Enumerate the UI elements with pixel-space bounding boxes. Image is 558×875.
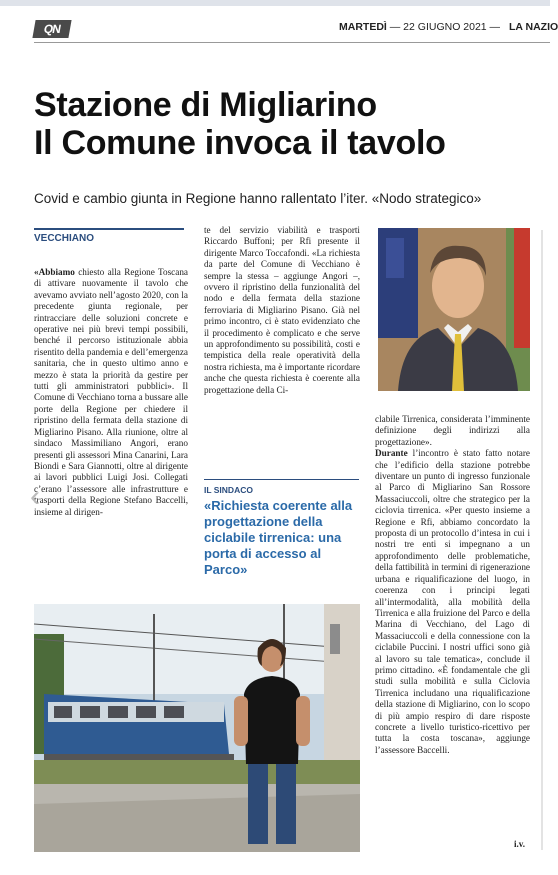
section-tag: VECCHIANO (34, 233, 95, 244)
weekday: MARTEDÌ (339, 21, 387, 33)
lead-word-2: Durante (375, 448, 408, 459)
column-2-text: te del servizio viabilità e trasporti Riccardo Buffoni; per Rfi presente il dirigente Marco Toccafondi. «La richiesta da parte del Comune di Vecchiano è sempre la stessa – aggiunge Angori –, ovvero il ripristino della funzionalità del nodo e della fermata della stazione ferroviaria di Migliarino Pisano. Già nel primo incontro, ci è stato evidenziato che il procedimento è complicato e che serve un approfondimento su possibilità, costi e tempistica della reale operatività della nostra richiesta, ma è importante ricordare anche che questa richiesta è coerente alla progettazione della Ci- (204, 225, 360, 395)
top-bar (0, 0, 550, 6)
page-edge (541, 230, 543, 850)
publication-name: LA NAZIO (508, 21, 558, 33)
column-3-para-2: l’incontro è stato fatto notare che l’edificio della stazione potrebbe diventare un punto di ingresso funzionale al Parco di Migliarino San Rossore Massaciuccoli, oltre che strategico per la ciclovia tirrenica. «Per questo insieme a Regione e Rfi, abbiamo concordato la proposta di un protocollo d’intesa in cui i nostri tre enti si impegnano a un approfondimento delle problematiche, della fattibilità in termini di rigenerazione urbana e riqualificazione del luogo, in coerenza con i principi legati all’intermodalità, alla mobilità della Tirrenica e alla fruizione del Parco e della Marina di Vecchiano, del Lago di Massaciuccoli e della connessione con la ciclabile Puccini. I nostri uffici sono già al lavoro su tale tematica», conclude il primo cittadino. «È fondamentale che gli studi sulla mobilità e sulla Ciclovia Tirrenica includano una riqualificazione della stazione di Migliarino, con lo scopo di più ampio respiro di dare risposte concrete a livello turistico-ricettivo per tutta la costa toscana», aggiunge l’assessore Baccelli. (375, 448, 530, 755)
column-3-para-1: clabile Tirrenica, considerata l’imminente definizione degli indirizzi alla progettazione». (375, 414, 530, 447)
pullquote-rule (204, 479, 359, 480)
section-rule (34, 228, 184, 230)
chevron-left-icon[interactable]: ‹ (30, 480, 40, 513)
header-divider (34, 42, 550, 43)
pullquote-tag: IL SINDACO (204, 485, 253, 495)
station-photo-illustration (34, 604, 360, 852)
headline-line-2: Il Comune invoca il tavolo (34, 124, 446, 162)
headline (34, 86, 446, 162)
lead-word: «Abbiamo (34, 267, 75, 277)
column-1-text: chiesto alla Regione Toscana di attivare nuovamente il tavolo che avevamo avviato nell’agosto 2020, con la precedente giunta regionale, per rintracciare delle soluzioni concrete e operative nei più brevi tempi possibili, benché il percorso istituzionale abbia risentito della pandemia e dell’emergenza sanitaria, che in questo ultimo anno e mezzo è stata la priorità da gestire per tutti gli amministratori pubblici». Il Comune di Vecchiano torna a bussare alle porte della Regione per chiedere il ripristino della fermata della stazione di Migliarino Pisano. Alla riunione, oltre al sindaco Massimiliano Angori, erano presenti gli assessori Mina Canarini, Lara Biondi e Sara Giannotti, oltre al dirigente ai lavori pubblici Luigi Josi. Collegati c’erano l’assessore alle infrastrutture e trasporti della Regione Stefano Baccelli, insieme al dirigen- (34, 267, 188, 517)
newspaper-logo: QN (32, 20, 71, 38)
headline-line-1: Stazione di Migliarino (34, 86, 377, 124)
article-column-1 (34, 267, 188, 518)
issue-date (339, 21, 558, 33)
author-signature: i.v. (514, 839, 526, 849)
subtitle: Covid e cambio giunta in Regione hanno rallentato l’iter. «Nodo strategico» (34, 191, 482, 206)
mayor-photo-illustration (378, 228, 530, 391)
date-text: — 22 GIUGNO 2021 — (389, 21, 501, 33)
pullquote: «Richiesta coerente alla progettazione della ciclabile tirrenica: una porta di accesso al Parco» (204, 498, 353, 577)
masthead (34, 18, 558, 44)
mayor-photo (378, 228, 530, 391)
article-column-3 (375, 414, 530, 756)
station-photo (34, 604, 360, 852)
article-column-2 (204, 225, 360, 396)
